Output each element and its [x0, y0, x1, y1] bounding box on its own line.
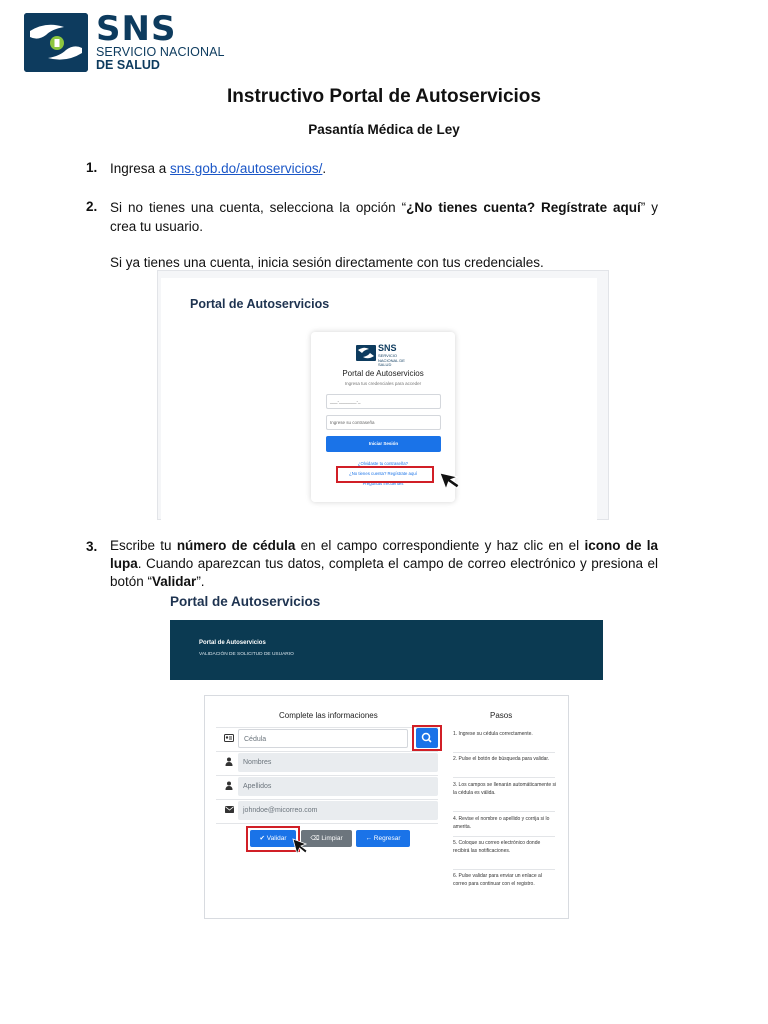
faq-link[interactable]: Preguntas frecuentes [362, 481, 404, 486]
mini-logo-sub: SERVICIO NACIONAL DE SALUD [378, 353, 405, 367]
paso-divider [453, 752, 555, 753]
login-card-subtitle: Ingresa tus credenciales para acceder [344, 381, 422, 386]
form-heading: Complete las informaciones [279, 711, 378, 720]
step-3-text-a: Escribe tu [110, 538, 177, 553]
nombres-field[interactable]: Nombres [238, 753, 438, 772]
step-1-text [110, 159, 658, 178]
form-divider [216, 727, 438, 728]
mini-logo-acronym: SNS [378, 343, 397, 353]
mini-sns-logo-icon [356, 345, 376, 361]
document-title: Instructivo Portal de Autoservicios [227, 86, 541, 107]
step-2-text-b: ” y crea tu usuario. [110, 200, 659, 234]
register-link[interactable]: ¿No tienes cuenta? Regístrate aquí [349, 471, 417, 476]
step-3-text-c: . Cuando aparezcan tus datos, completa el campo de correo electrónico y presiona el botón “ [110, 556, 658, 589]
paso-item: 3. Los campos se llenarán automáticamente si la cédula es válida. [453, 782, 557, 796]
cursor-arrow-icon [292, 838, 308, 861]
paso-item: 4. Revise el nombre o apellido y corrija si lo amerita. [453, 816, 550, 830]
login-card-title: Portal de Autoservicios [342, 369, 424, 378]
login-page-title: Portal de Autoservicios [190, 297, 330, 311]
step-3-text-d: ”. [196, 574, 205, 589]
envelope-icon [222, 803, 236, 817]
paso-divider [453, 811, 555, 812]
forgot-password-link[interactable]: ¿Olvidaste tu contraseña? [357, 461, 409, 466]
paso-item: 6. Pulse validar para enviar un enlace al correo para continuar con el registro. [453, 873, 542, 887]
banner-title: Portal de Autoservicios [199, 640, 266, 646]
paso-divider [453, 777, 555, 778]
step-3-text [110, 537, 658, 591]
id-card-icon [222, 731, 236, 745]
paso-item: 1. Ingrese su cédula correctamente. [453, 731, 533, 737]
step-2-number: 2. [86, 199, 98, 214]
paso-item: 5. Coloque su correo electrónico donde recibirá las notificaciones. [453, 840, 541, 854]
logo-line-1: SERVICIO NACIONAL [96, 45, 225, 59]
step-3-bold-c: Validar [152, 574, 197, 589]
step-3-text-b: en el campo correspondiente y haz clic en el [295, 538, 585, 553]
step-3-number: 3. [86, 539, 98, 554]
banner-subtitle: VALIDACIÓN DE SOLICITUD DE USUARIO [199, 652, 294, 657]
apellidos-field[interactable]: Apellidos [238, 777, 438, 796]
form-divider [216, 799, 438, 800]
steps-heading: Pasos [490, 711, 513, 720]
step-3-bold-b: icono de la lupa [110, 538, 658, 571]
search-highlight-box [412, 725, 442, 751]
user-icon [222, 755, 236, 769]
user-icon [222, 779, 236, 793]
logo-line-2: DE SALUD [96, 58, 160, 72]
step-1-prefix: Ingresa a [110, 161, 171, 176]
login-button[interactable]: Iniciar Sesión [326, 436, 441, 452]
step-2-text [110, 198, 658, 236]
cursor-arrow-icon [438, 471, 460, 496]
step-3-bold-a: número de cédula [176, 538, 296, 553]
paso-divider [453, 869, 555, 870]
step-2-note: Si ya tienes una cuenta, inicia sesión directamente con tus credenciales. [110, 255, 544, 270]
validar-button[interactable]: ✔ Validar [250, 830, 296, 847]
form-divider [216, 751, 438, 752]
paso-item: 2. Pulse el botón de búsqueda para validar. [453, 756, 550, 762]
sns-logo-mark [24, 13, 88, 72]
portal-link[interactable]: sns.gob.do/autoservicios/ [170, 161, 323, 176]
paso-divider [453, 836, 555, 837]
document-subtitle: Pasantía Médica de Ley [308, 122, 460, 137]
step-2-bold: ¿No tienes cuenta? Regístrate aquí [406, 200, 641, 215]
logo-acronym: SNS [96, 9, 177, 49]
form-divider [216, 823, 438, 824]
login-user-input[interactable]: ___-_______-_ [326, 394, 441, 409]
limpiar-button[interactable]: ⌫ Limpiar [301, 830, 352, 847]
validation-page-heading: Portal de Autoservicios [170, 594, 321, 609]
step-1-suffix: . [322, 161, 327, 176]
email-field[interactable]: johndoe@micorreo.com [238, 801, 438, 820]
form-divider [216, 775, 438, 776]
step-2-text-a: Si no tienes una cuenta, selecciona la opción “ [110, 200, 407, 215]
regresar-button[interactable]: ← Regresar [356, 830, 410, 847]
step-1-number: 1. [86, 160, 98, 175]
login-password-input[interactable]: Ingrese su contraseña [326, 415, 441, 430]
validation-banner [170, 620, 603, 680]
cedula-input[interactable]: Cédula [238, 729, 408, 748]
register-highlight-box [336, 466, 434, 483]
